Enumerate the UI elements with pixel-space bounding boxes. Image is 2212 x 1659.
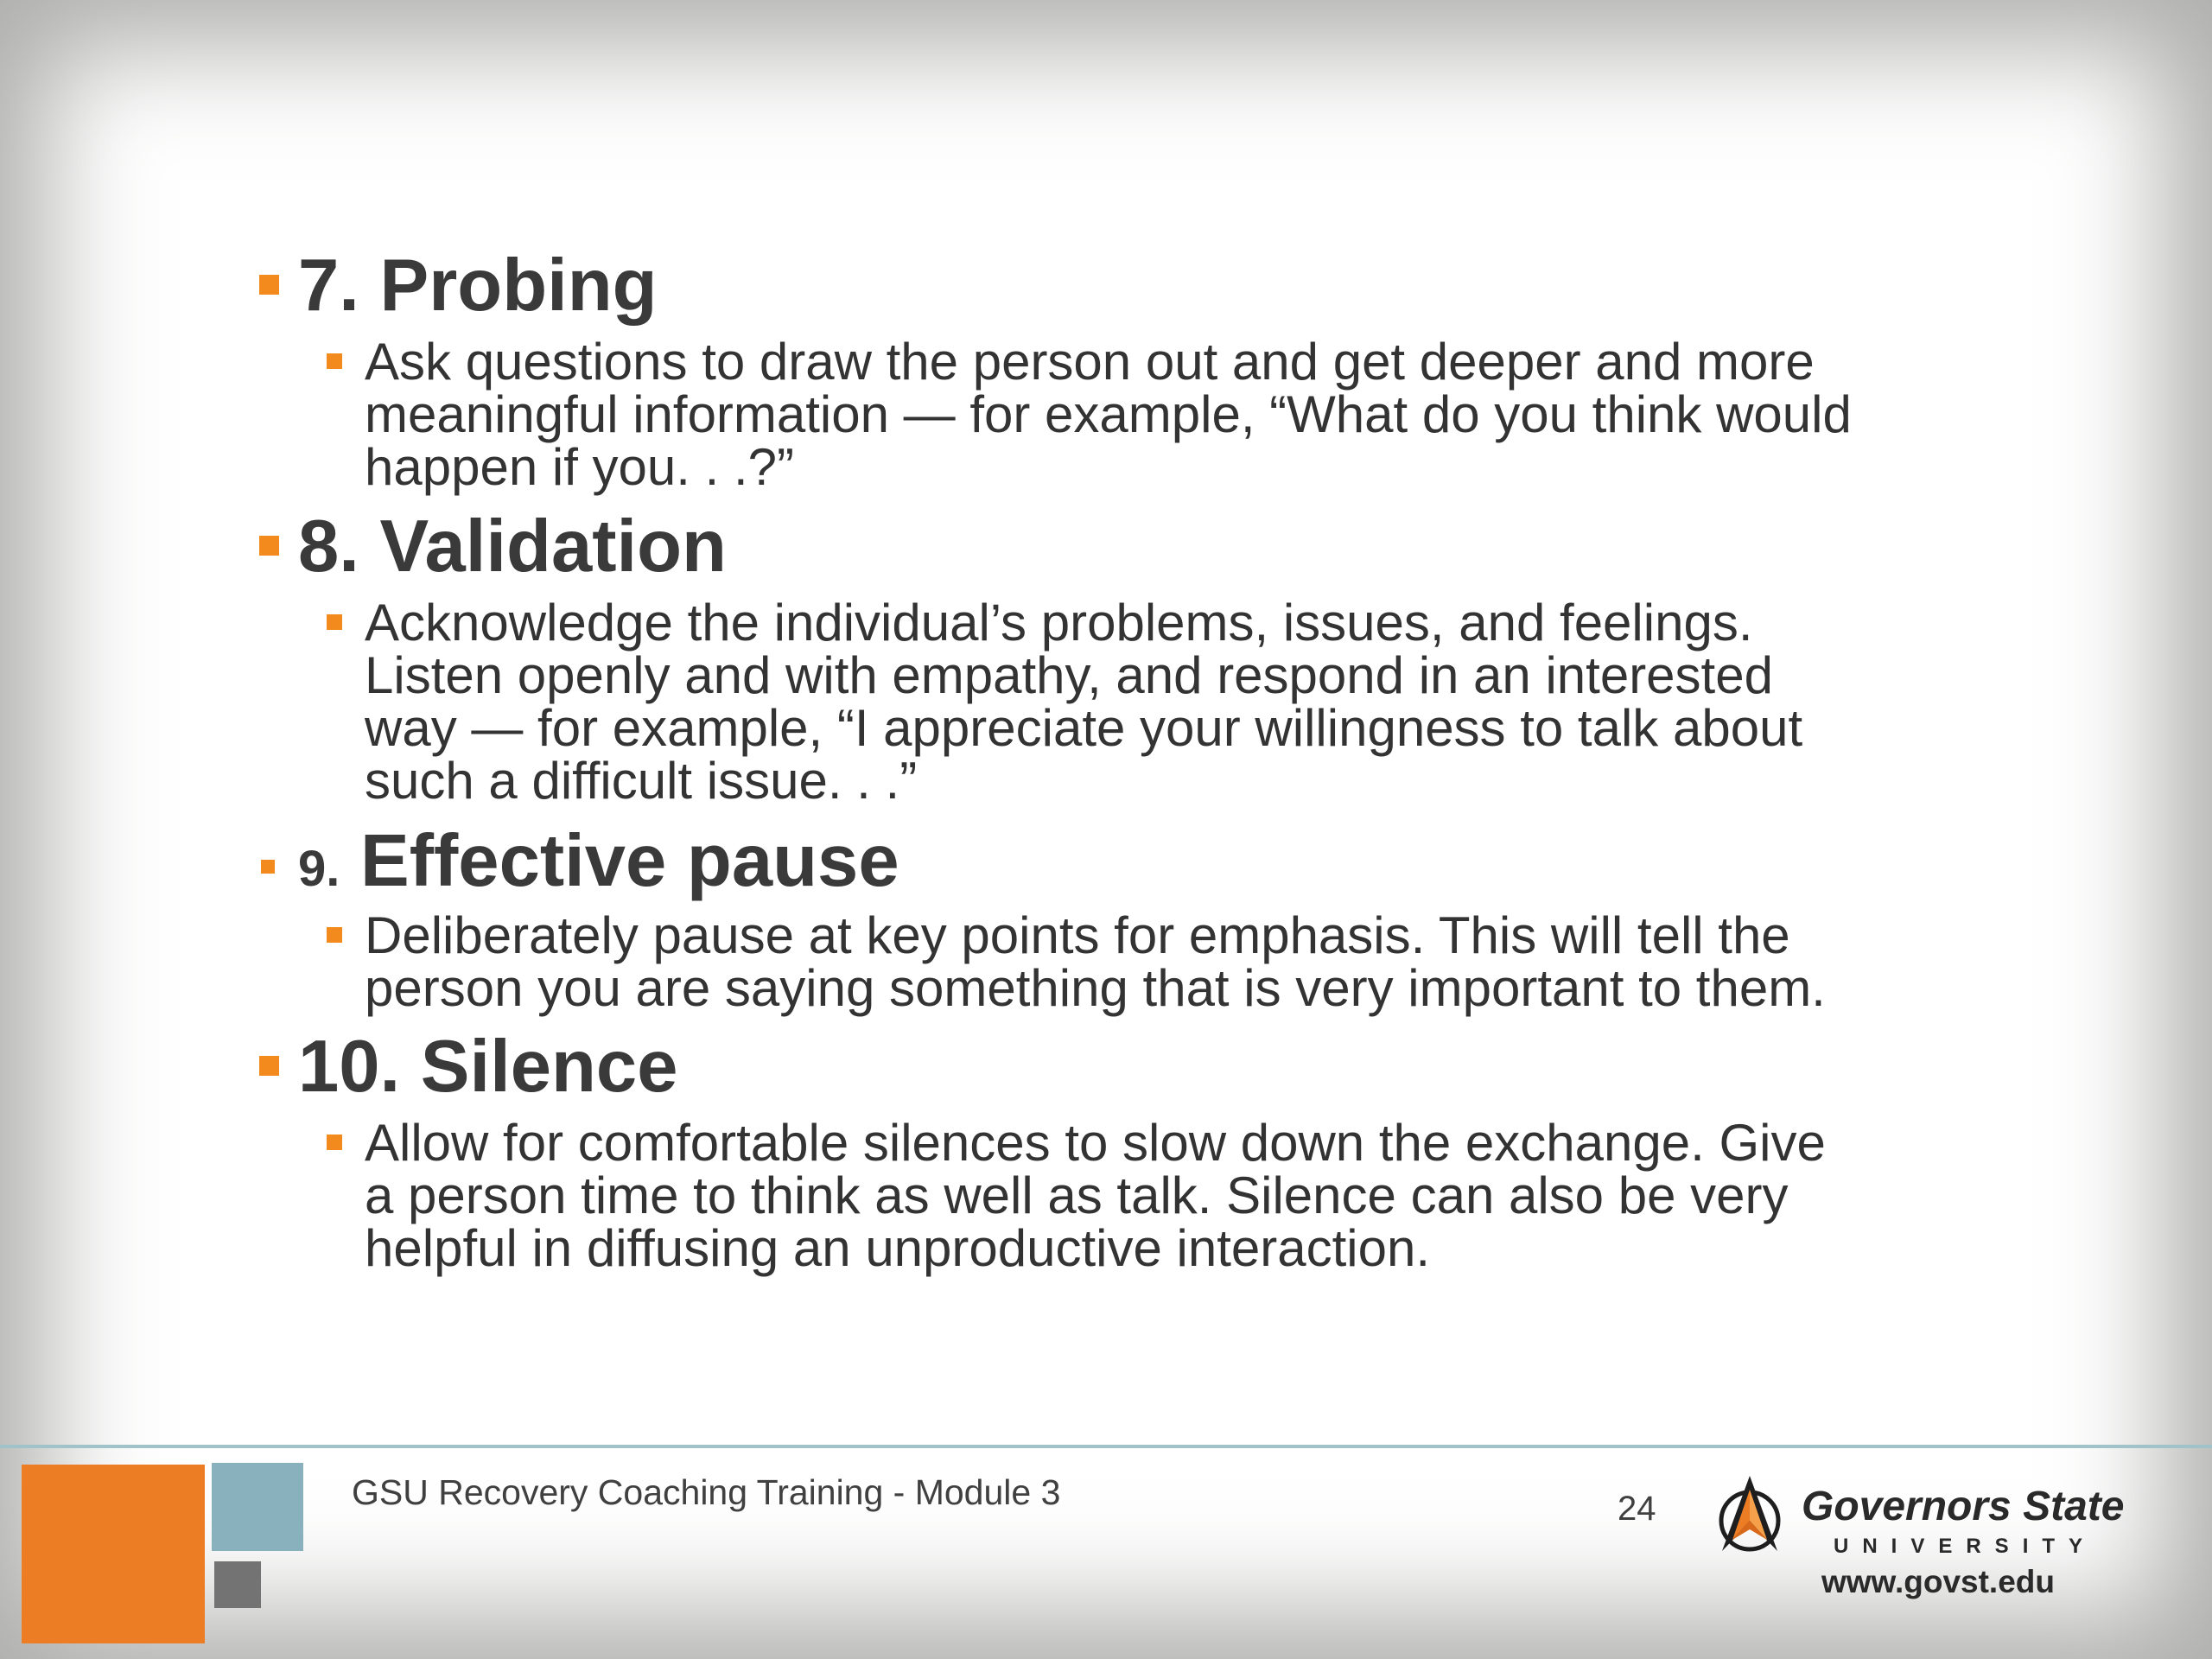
square-bullet-icon [327,1135,342,1150]
body-line: happen if you. . .?” [365,438,794,496]
decorative-gray-square [214,1561,261,1608]
body-line: Ask questions to draw the person out and get deeper and more [365,333,1815,391]
square-bullet-icon [327,353,342,369]
body-line: helpful in diffusing an unproductive interaction. [365,1219,1431,1277]
square-bullet-icon [327,614,342,630]
item-body-probing [365,333,2024,496]
body-line: meaningful information — for example, “What do you think would [365,385,1852,443]
footer-course-title: GSU Recovery Coaching Training - Module 3 [352,1472,1061,1512]
university-logo [1707,1469,2139,1607]
item-heading-silence [298,1026,678,1108]
body-line: Acknowledge the individual’s problems, issues, and feelings. [365,594,1753,652]
square-bullet-icon [327,927,342,943]
body-line: Listen openly and with empathy, and respond in an interested [365,646,1773,704]
item-title: Validation [379,505,727,588]
item-title: Effective pause [360,820,899,902]
item-body-silence [365,1114,2024,1277]
square-bullet-icon [259,275,279,295]
body-line: Deliberately pause at key points for emphasis. This will tell the [365,906,1790,964]
footer-divider [0,1445,2212,1448]
item-title: Silence [420,1026,678,1108]
item-heading-validation [298,505,727,588]
body-line: person you are saying something that is very important to them. [365,959,1826,1017]
item-heading-probing [298,245,658,327]
decorative-blue-square [212,1463,303,1551]
logo-url: www.govst.edu [1821,1564,2055,1599]
item-number: 10. [298,1026,401,1108]
logo-title: Governors State [1802,1484,2125,1529]
page-number: 24 [1618,1490,1656,1528]
body-line: way — for example, “I appreciate your willingness to talk about [365,699,1803,757]
body-line: Allow for comfortable silences to slow down the exchange. Give [365,1114,1826,1172]
body-line: such a difficult issue. . .” [365,752,918,810]
logo-subtitle: UNIVERSITY [1834,1535,2097,1558]
item-title: Probing [379,245,658,327]
item-number: 8. [298,505,359,588]
item-number: 7. [298,245,359,327]
square-bullet-icon [261,860,275,874]
governors-state-logo-icon [1707,1469,1793,1555]
item-heading-effective-pause [298,820,899,902]
square-bullet-icon [259,536,279,556]
item-body-validation [365,594,2024,810]
item-number: 9. [298,841,340,897]
square-bullet-icon [259,1056,279,1076]
decorative-orange-square [22,1465,205,1643]
body-line: a person time to think as well as talk. Silence can also be very [365,1166,1789,1224]
item-body-effective-pause [365,906,2024,1017]
